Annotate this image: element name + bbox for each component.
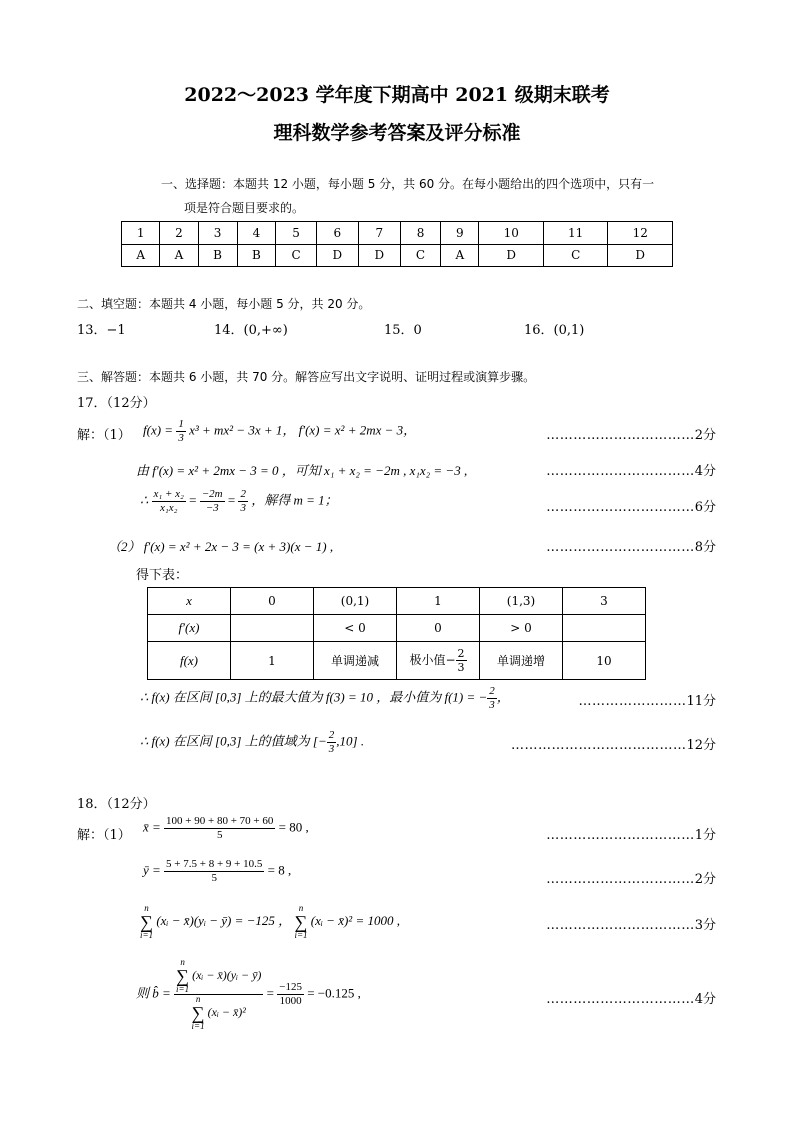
frac-num: x₁ + x₂ xyxy=(153,488,184,500)
answer-table-answer-cell: C xyxy=(276,244,316,267)
table-row xyxy=(148,642,646,680)
table-cell xyxy=(563,615,646,642)
frac-num xyxy=(174,958,263,995)
q17-line6-text: ∴ f(x) 在区间 [0,3] 上的最大值为 f(3) = 10 ，最小值为 f(1) = − xyxy=(140,689,488,705)
q17-line7-suffix: ,10] . xyxy=(336,733,365,749)
q18-header: 18．（12分） xyxy=(77,797,156,812)
answer-table-number-cell: 7 xyxy=(358,222,400,245)
section1-intro-line1: 一、选择题：本题共 12 小题，每小题 5 分，共 60 分。在每小题给出的四个选项中，只有一 xyxy=(161,177,655,191)
q17-line6-suffix: ， xyxy=(496,689,510,705)
sigma-top: n xyxy=(144,903,149,913)
table-cell: (0,1) xyxy=(314,588,397,615)
answer-table-number-row xyxy=(122,222,673,245)
frac-den xyxy=(174,995,263,1031)
answer-table-number-cell: 10 xyxy=(479,222,543,245)
q18-score-4: ……………………………4分 xyxy=(546,992,716,1007)
q17-score-5: ……………………11分 xyxy=(578,694,716,709)
frac-den: 3 xyxy=(178,432,184,444)
q18-solve-label: 解：（1） xyxy=(77,828,131,843)
answer-table-answer-cell: B xyxy=(198,244,237,267)
table-cell: 3 xyxy=(563,588,646,615)
ybar-label: ȳ = xyxy=(143,862,161,878)
table-cell: f′(x) xyxy=(148,615,231,642)
frac-den: 5 xyxy=(216,829,223,841)
frac-num: −2m xyxy=(201,488,223,500)
q17-line5: 得下表： xyxy=(136,568,189,583)
table-cell: 单调递增 xyxy=(480,642,563,680)
table-cell xyxy=(231,615,314,642)
answer-table-number-cell: 2 xyxy=(160,222,198,245)
frac-den: x₁x₂ xyxy=(159,502,178,514)
answer-table-answer-cell: D xyxy=(479,244,543,267)
answer-table-number-cell: 11 xyxy=(543,222,607,245)
sigma-icon xyxy=(192,995,205,1031)
q17-header: 17．（12分） xyxy=(77,396,156,411)
sigma-top: n xyxy=(195,994,201,1004)
sigma-top: n xyxy=(298,903,304,913)
q17-line1 xyxy=(143,418,416,445)
frac-num: 5 + 7.5 + 8 + 9 + 10.5 xyxy=(166,858,263,870)
q17-line6 xyxy=(140,685,510,712)
answer-table-answer-cell: D xyxy=(316,244,358,267)
b-hat-num-text: (xᵢ − x̄)(yᵢ − ȳ) xyxy=(192,967,262,982)
q18-score-1: ……………………………1分 xyxy=(546,828,716,843)
section1-intro-line2: 项是符合题目要求的。 xyxy=(184,201,305,215)
q17-line3-frac1 xyxy=(152,488,186,515)
b-hat-label: 则 b̂ = xyxy=(136,985,171,1001)
page-subtitle: 理科数学参考答案及评分标准 xyxy=(273,122,521,144)
score-label: 6分 xyxy=(694,500,716,515)
frac-den: 5 xyxy=(211,872,217,884)
table-cell: 单调递减 xyxy=(314,642,397,680)
fill-answer-15: 15．0 xyxy=(384,323,422,338)
table-cell: 10 xyxy=(563,642,646,680)
q17-score-1: ……………………………2分 xyxy=(546,428,716,443)
answer-table-answer-cell: C xyxy=(400,244,440,267)
frac-num: −125 xyxy=(279,981,302,993)
table-row xyxy=(148,588,646,615)
frac-den: 3 xyxy=(489,699,495,711)
score-label: 3分 xyxy=(694,918,716,933)
q17-line3-frac2 xyxy=(200,488,225,515)
frac-num: 100 + 90 + 80 + 70 + 60 xyxy=(166,815,274,827)
q18-sum2: (xᵢ − x̄)² = 1000 , xyxy=(310,912,400,928)
table-cell: 1 xyxy=(397,588,480,615)
q17-line1-expr-a: f(x) = xyxy=(143,422,174,438)
score-label: 8分 xyxy=(694,540,716,555)
table-cell-min-value: 极小值− $\frac{2}{3}$ xyxy=(397,642,480,680)
xbar-label: x̄ = xyxy=(143,819,161,835)
q18-sum1: (xᵢ − x̄)(yᵢ − ȳ) = −125 ， xyxy=(156,912,292,928)
q17-variation-table xyxy=(147,587,646,680)
q17-line1-expr-b: x³ + mx² − 3x + 1， f′(x) = x² + 2mx − 3， xyxy=(189,422,417,438)
fill-answer-14: 14．(0,+∞) xyxy=(214,323,288,338)
table-cell: > 0 xyxy=(480,615,563,642)
sigma-bottom: i=1 xyxy=(191,1021,205,1031)
q17-line2: 由 f′(x) = x² + 2mx − 3 = 0 ，可知 x₁ + x₂ = −2m , x₁x₂ = −3 , xyxy=(136,463,468,478)
sigma-symbol: ∑ xyxy=(140,912,153,932)
frac-den: 1000 xyxy=(279,995,302,1007)
q18-ybar-line xyxy=(143,858,291,885)
sigma-icon xyxy=(140,904,153,940)
table-cell: 1 xyxy=(231,642,314,680)
table-cell: < 0 xyxy=(314,615,397,642)
frac-num: 2 xyxy=(328,729,335,741)
q18-b-line: 则 b̂ = n ∑ i=1 (xᵢ − x̄)(yᵢ − ȳ) n ∑ i=1 (xᵢ − x̄)² = $\frac{-125}{1000}$ = −0.125 , xyxy=(136,957,361,1031)
xbar-result: = 80 , xyxy=(278,819,309,835)
q17-frac-one-third xyxy=(176,418,186,445)
frac-num: 2 xyxy=(240,488,246,500)
frac-den: 3 xyxy=(457,661,465,674)
min-value-frac xyxy=(456,647,467,674)
frac-den: 3 xyxy=(240,502,246,514)
page-title: 2022～2023 学年度下期高中 2021 级期末联考 xyxy=(184,84,610,106)
score-label: 2分 xyxy=(694,428,716,443)
table-cell: 0 xyxy=(231,588,314,615)
ybar-result: = 8 , xyxy=(267,862,292,878)
q17-score-4: ……………………………8分 xyxy=(546,540,716,555)
answer-table-number-cell: 1 xyxy=(122,222,160,245)
score-label: 11分 xyxy=(686,694,716,709)
frac-num: 2 xyxy=(457,647,465,660)
q17-line3: ∴ $\frac{\text{x₁ + x₂}}{\text{x₁x₂}}$ = $\frac{-2m}{-3}$ = $\frac{2}{3}$ ，解得 m = 1； xyxy=(140,488,338,514)
q17-line3-frac3 xyxy=(238,488,248,515)
sigma-icon xyxy=(294,904,307,940)
q17-score-2: ……………………………4分 xyxy=(546,464,716,479)
q17-line4: （2） f′(x) = x² + 2x − 3 = (x + 3)(x − 1) , xyxy=(108,539,334,554)
answer-table-number-cell: 12 xyxy=(608,222,673,245)
q17-line3-suffix: ，解得 m = 1； xyxy=(251,492,338,508)
sigma-top: n xyxy=(180,957,185,967)
q18-score-3: ……………………………3分 xyxy=(546,918,716,933)
q17-score-6: …………………………………12分 xyxy=(510,738,716,753)
answer-table-number-cell: 5 xyxy=(276,222,316,245)
section3-intro: 三、解答题：本题共 6 小题，共 70 分。解答应写出文字说明、证明过程或演算步骤。 xyxy=(77,370,536,384)
q17-line7 xyxy=(140,729,364,756)
answer-table-answer-cell: B xyxy=(237,244,276,267)
score-label: 12分 xyxy=(686,738,716,753)
fill-answer-16: 16．(0,1) xyxy=(524,323,585,338)
answer-table-answer-cell: D xyxy=(608,244,673,267)
answer-table-answer-cell: A xyxy=(122,244,160,267)
answer-table-number-cell: 9 xyxy=(441,222,479,245)
q18-sums-line xyxy=(140,904,400,940)
answer-table-number-cell: 6 xyxy=(316,222,358,245)
min-value-label: 极小值 xyxy=(409,653,446,667)
answer-table-number-cell: 4 xyxy=(237,222,276,245)
answer-table-answer-cell: A xyxy=(441,244,479,267)
sigma-icon xyxy=(176,958,189,994)
answer-table xyxy=(121,221,673,267)
b-hat-mid-frac xyxy=(277,981,304,1008)
answer-table-number-cell: 8 xyxy=(400,222,440,245)
table-row xyxy=(148,615,646,642)
q17-solve-label: 解：（1） xyxy=(77,428,131,443)
answer-table-answer-cell: C xyxy=(543,244,607,267)
frac-den: 3 xyxy=(328,743,335,755)
answer-table-answer-cell: A xyxy=(160,244,198,267)
sigma-bottom: i=1 xyxy=(294,930,308,940)
fill-answer-13: 13．−1 xyxy=(77,323,126,338)
table-cell: (1,3) xyxy=(480,588,563,615)
table-cell: f(x) xyxy=(148,642,231,680)
therefore-symbol: ∴ xyxy=(140,492,149,508)
frac-num: 1 xyxy=(178,418,184,430)
score-label: 4分 xyxy=(694,992,716,1007)
answer-table-answer-cell: D xyxy=(358,244,400,267)
q17-score-3: ……………………………6分 xyxy=(546,500,716,515)
q17-line7-text: ∴ f(x) 在区间 [0,3] 上的值域为 [− xyxy=(140,733,327,749)
sigma-symbol: ∑ xyxy=(191,1003,205,1023)
score-label: 2分 xyxy=(694,872,716,887)
q17-line7-frac xyxy=(327,729,337,756)
frac-den: −3 xyxy=(205,502,219,514)
xbar-frac xyxy=(164,815,275,842)
b-hat-den-text: (xᵢ − x̄)² xyxy=(207,1004,246,1019)
b-hat-frac xyxy=(174,958,263,1031)
answer-table-answer-row xyxy=(122,244,673,267)
table-cell: 0 xyxy=(397,615,480,642)
table-cell: x xyxy=(148,588,231,615)
section2-intro: 二、填空题：本题共 4 小题，每小题 5 分，共 20 分。 xyxy=(77,297,371,311)
score-label: 4分 xyxy=(694,464,716,479)
sigma-bottom: i=1 xyxy=(176,984,190,994)
q17-line6-frac xyxy=(487,685,497,712)
b-hat-result: = −0.125 , xyxy=(307,985,361,1001)
answer-table-number-cell: 3 xyxy=(198,222,237,245)
sigma-bottom: i=1 xyxy=(140,930,154,940)
q18-score-2: ……………………………2分 xyxy=(546,872,716,887)
q18-xbar-line xyxy=(143,815,309,842)
sigma-symbol: ∑ xyxy=(294,912,308,932)
sigma-symbol: ∑ xyxy=(176,966,189,986)
score-label: 1分 xyxy=(694,828,716,843)
frac-num: 2 xyxy=(489,685,495,697)
ybar-frac xyxy=(164,858,264,885)
